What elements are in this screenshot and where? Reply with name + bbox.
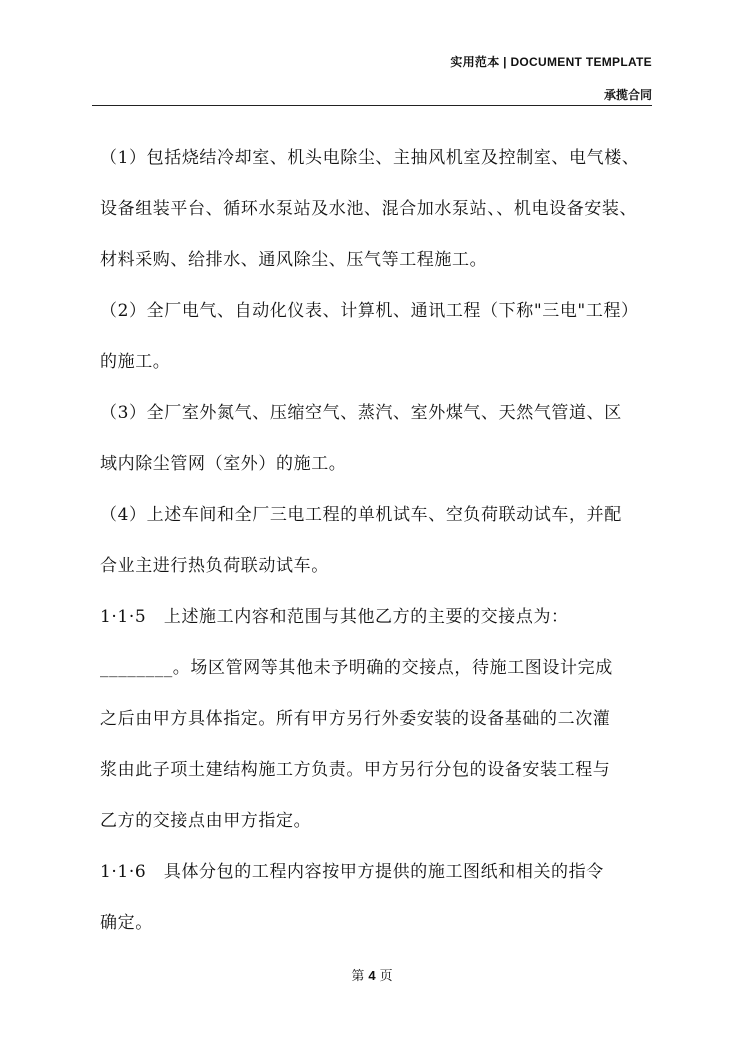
page-footer [0,965,744,984]
footer-suffix: 页 [379,969,393,984]
body-line: 浆由此子项土建结构施工方负责。甲方另行分包的设备安装工程与 [100,760,611,780]
body-line: 1·1·6 具体分包的工程内容按甲方提供的施工图纸和相关的指令 [100,862,604,882]
body-line: （2）全厂电气、自动化仪表、计算机、通讯工程（下称"三电"工程） [100,301,639,321]
header-subtitle: 承揽合同 [603,88,652,102]
header-title: 实用范本 | DOCUMENT TEMPLATE [450,55,652,69]
body-line: 乙方的交接点由甲方指定。 [100,811,312,831]
body-line: （3）全厂室外氮气、压缩空气、蒸汽、室外煤气、天然气管道、区 [100,403,622,423]
body-line: 确定。 [100,913,153,933]
body-line: （1）包括烧结冷却室、机头电除尘、主抽风机室及控制室、电气楼、 [100,148,640,168]
body-line: （4）上述车间和全厂三电工程的单机试车、空负荷联动试车，并配 [100,505,622,525]
body-line: 的施工。 [100,352,171,372]
body-line: 合业主进行热负荷联动试车。 [100,556,329,576]
header-divider [92,105,652,106]
body-line: ________。场区管网等其他未予明确的交接点，待施工图设计完成 [100,658,613,678]
body-line: 域内除尘管网（室外）的施工。 [100,454,347,474]
body-line: 1·1·5 上述施工内容和范围与其他乙方的主要的交接点为： [100,607,569,627]
body-line: 之后由甲方具体指定。所有甲方另行外委安装的设备基础的二次灌 [100,709,611,729]
document-body [100,142,660,958]
body-line: 设备组装平台、循环水泵站及水池、混合加水泵站、、机电设备安装、 [100,199,638,219]
body-line: 材料采购、给排水、通风除尘、压气等工程施工。 [100,250,488,270]
page-number: 4 [368,968,376,983]
footer-prefix: 第 [351,969,365,984]
